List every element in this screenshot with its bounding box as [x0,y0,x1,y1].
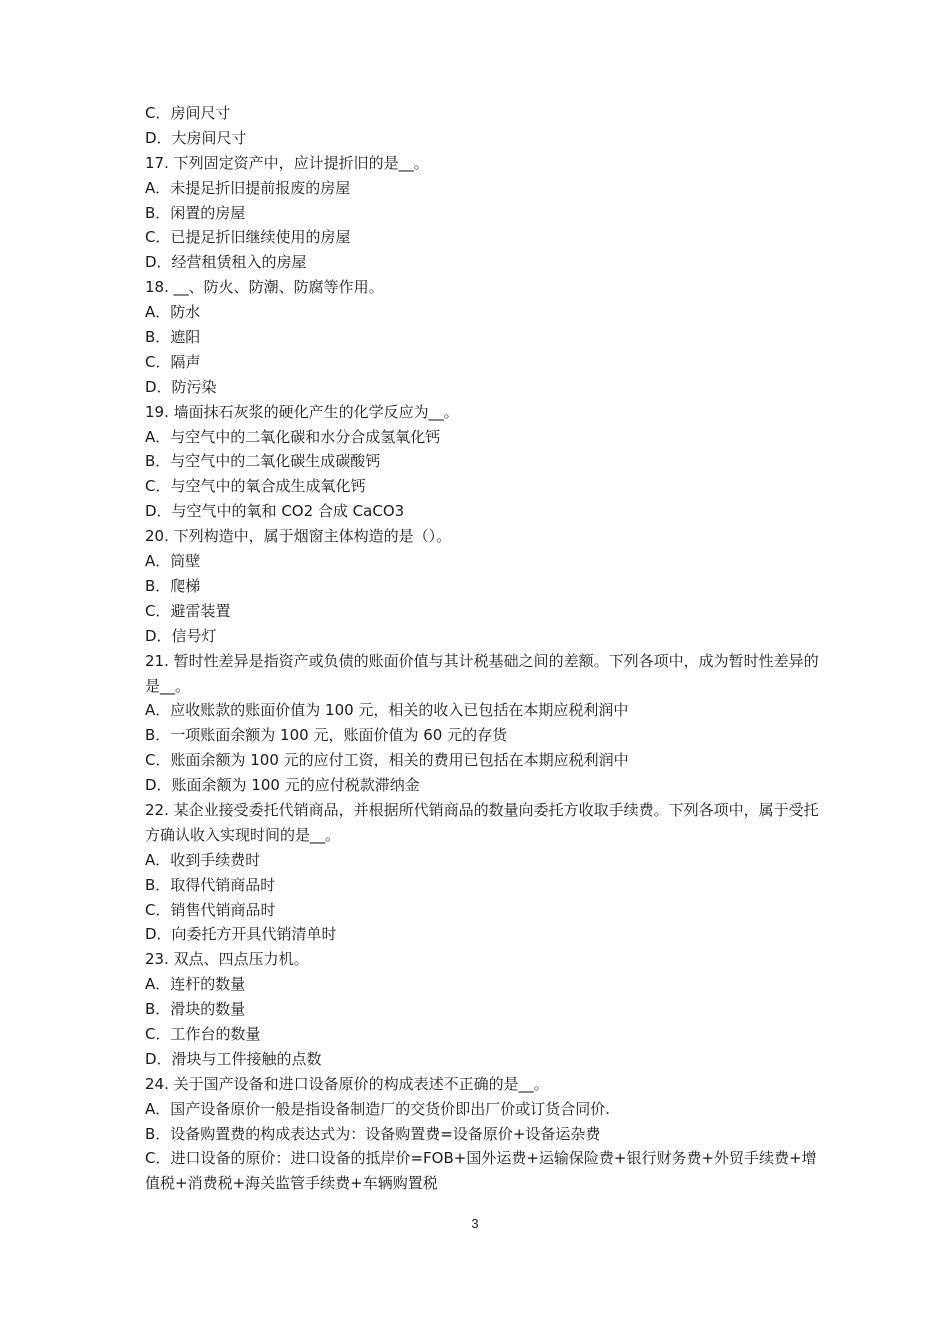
option-line: A．筒壁 [145,552,201,571]
question-18: 18. __、防火、防潮、防腐等作用。 [145,278,384,297]
text-line: D．大房间尺寸 [145,128,247,147]
option-line: D．账面余额为 100 元的应付税款滞纳金 [145,776,420,795]
option-line: A．国产设备原价一般是指设备制造厂的交货价即出厂价或订货合同价. [145,1099,611,1118]
option-line: C．进口设备的原价：进口设备的抵岸价=FOB+国外运费+运输保险费+银行财务费+外贸手续费+增值税+消费税+海关监管手续费+车辆购置税 [145,1149,817,1193]
option-line: A．与空气中的二氧化碳和水分合成氢氧化钙 [145,427,441,446]
option-line: D．与空气中的氧和 CO2 合成 CaCO3 [145,502,405,521]
option-line: D．防污染 [145,377,217,396]
option-line: C．销售代销商品时 [145,900,276,919]
document-body [145,101,825,1196]
option-line: C．与空气中的氧合成生成氧化钙 [145,477,366,496]
option-line: A．防水 [145,303,201,322]
question-22: 22. 某企业接受委托代销商品，并根据所代销商品的数量向委托方收取手续费。下列各项中，属于受托方确认收入实现时间的是__。 [145,800,819,844]
option-line: D．向委托方开具代销清单时 [145,925,337,944]
option-line: B．遮阳 [145,328,201,347]
option-line: C．账面余额为 100 元的应付工资，相关的费用已包括在本期应税利润中 [145,751,629,770]
option-line: A．连杆的数量 [145,975,246,994]
question-23: 23. 双点、四点压力机。 [145,950,309,969]
option-line: B．与空气中的二氧化碳生成碳酸钙 [145,452,381,471]
page-number: 3 [471,1216,479,1231]
option-line: B．一项账面余额为 100 元，账面价值为 60 元的存货 [145,726,508,745]
text-line: C．房间尺寸 [145,104,231,122]
option-line: B．设备购置费的构成表达式为：设备购置费=设备原价+设备运杂费 [145,1124,601,1143]
option-line: A．应收账款的账面价值为 100 元，相关的收入已包括在本期应税利润中 [145,701,629,720]
option-line: C．隔声 [145,352,201,371]
option-line: C．已提足折旧继续使用的房屋 [145,228,351,247]
option-line: C．避雷装置 [145,601,231,620]
option-line: C．工作台的数量 [145,1025,261,1044]
option-line: D．信号灯 [145,626,217,645]
question-19: 19. 墙面抹石灰浆的硬化产生的化学反应为__。 [145,402,459,421]
option-line: B．爬梯 [145,576,201,595]
option-line: B．闲置的房屋 [145,203,246,222]
option-line: A．未提足折旧提前报废的房屋 [145,178,351,197]
question-17: 17. 下列固定资产中，应计提折旧的是__。 [145,153,429,172]
question-24: 24. 关于国产设备和进口设备原价的构成表述不正确的是__。 [145,1074,549,1093]
option-line: D．经营租赁租入的房屋 [145,253,307,272]
option-line: B．取得代销商品时 [145,875,276,894]
option-line: B．滑块的数量 [145,1000,246,1019]
option-line: A．收到手续费时 [145,850,261,869]
question-20: 20. 下列构造中，属于烟窗主体构造的是（）。 [145,527,452,546]
option-line: D．滑块与工件接触的点数 [145,1049,322,1068]
question-21: 21. 暂时性差异是指资产或负债的账面价值与其计税基础之间的差额。下列各项中，成为暂时性差异的是__。 [145,651,819,695]
